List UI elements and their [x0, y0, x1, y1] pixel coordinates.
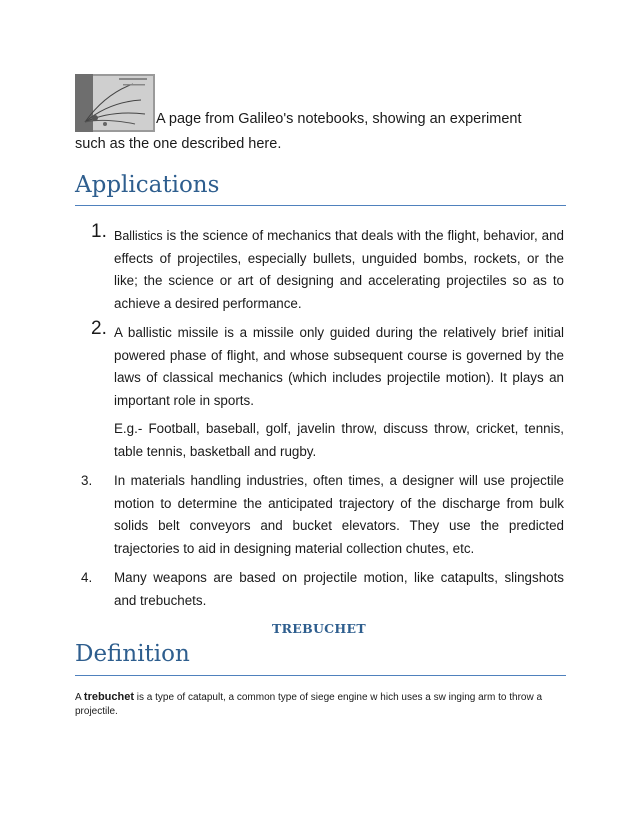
list-item	[77, 221, 564, 315]
list-item-text: Many weapons are based on projectile motion, like catapults, slingshots and trebuchets.	[114, 570, 564, 608]
list-item-number: 3.	[81, 473, 93, 488]
galileo-notebook-image	[75, 74, 155, 132]
definition-heading-rule	[75, 675, 566, 676]
list-item-example: E.g.- Football, baseball, golf, javelin throw, discuss throw, cricket, tennis, table tennis, basketball and rugby.	[114, 421, 564, 459]
definition-term: trebuchet	[83, 691, 135, 703]
list-item-number: 4.	[81, 570, 93, 585]
applications-list	[77, 221, 564, 619]
trebuchet-title: TREBUCHET	[272, 621, 366, 636]
definition-text: is a type of catapult, a common type of siege engine w hich uses a sw inging arm to throw a projectile.	[75, 692, 543, 717]
definition-paragraph	[75, 690, 565, 719]
list-item	[77, 470, 564, 560]
figure-caption-block	[75, 74, 555, 157]
applications-heading-rule	[75, 205, 566, 206]
applications-heading: Applications	[75, 172, 220, 198]
list-item-text: is the science of mechanics that deals with the flight, behavior, and effects of projectiles, especially bullets, unguided bombs, rockets, or the like; the science or art of designing and accelerating projectiles so as to achieve a desired performance.	[114, 228, 564, 311]
list-item	[77, 567, 564, 612]
figure-caption-text: A page from Galileo's notebooks, showing an experiment such as the one described here.	[75, 111, 522, 152]
list-item-text: In materials handling industries, often times, a designer will use projectile motion to determine the anticipated trajectory of the discharge from bulk solids belt conveyors and bucket elevators. They use the predicted trajectories to aid in designing material collection chutes, etc.	[114, 473, 564, 556]
list-item-number: 2.	[91, 318, 107, 339]
list-item-term: Ballistics	[114, 229, 163, 243]
list-item	[77, 318, 564, 463]
list-item-number: 1.	[91, 221, 107, 242]
definition-heading: Definition	[75, 641, 190, 667]
list-item-text: A ballistic missile is a missile only guided during the relatively brief initial powered phase of flight, and whose subsequent course is governed by the laws of classical mechanics (which includes projectile motion). It plays an important role in sports.	[114, 325, 564, 408]
definition-lead: A	[75, 692, 84, 703]
